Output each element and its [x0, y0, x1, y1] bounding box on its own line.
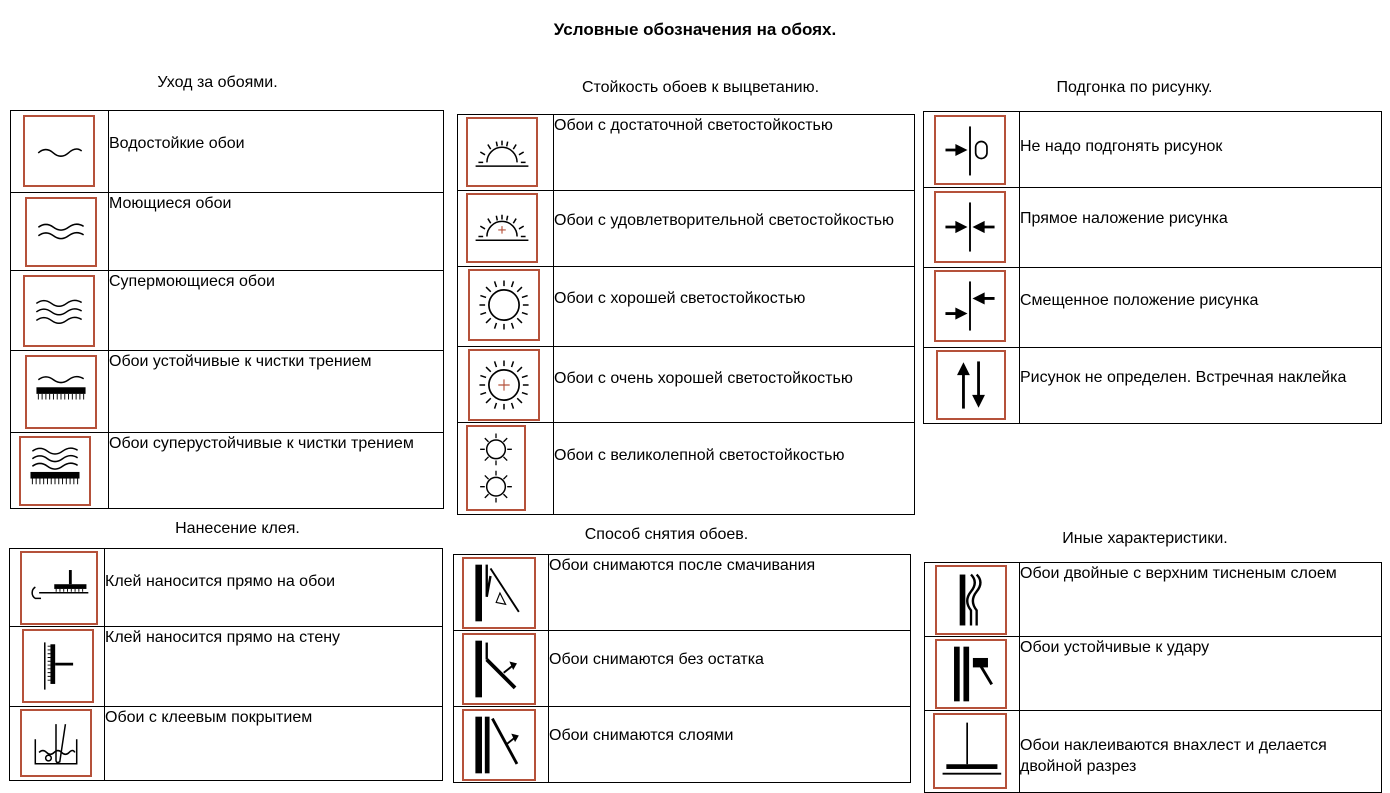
other-label: Обои устойчивые к удару: [1020, 637, 1382, 711]
glue-table: [9, 548, 443, 781]
table-row: [454, 707, 911, 783]
removal-heading: Способ снятия обоев.: [584, 526, 749, 543]
overlap-cut-icon: [933, 713, 1007, 789]
table-row: [11, 351, 444, 433]
paste-wall-icon: [22, 629, 94, 703]
care-label: Водостойкие обои: [109, 111, 444, 193]
other-label: Обои двойные с верхним тисненым слоем: [1020, 563, 1382, 637]
half-sun-icon: [466, 117, 538, 187]
table-row: [458, 267, 915, 347]
strippable-icon: [462, 633, 536, 705]
page-title: Условные обозначения на обоях.: [553, 20, 837, 39]
table-row: [10, 707, 443, 781]
glue-label: Клей наносится прямо на обои: [105, 549, 443, 627]
care-label: Супермоющиеся обои: [109, 271, 444, 351]
one-wave-icon: [23, 115, 95, 187]
table-row: [10, 549, 443, 627]
fade-label: Обои с достаточной светостойкостью: [554, 115, 915, 191]
removal-label: Обои снимаются без остатка: [549, 631, 911, 707]
offset-match-icon: [934, 270, 1006, 342]
care-heading: Уход за обоями.: [157, 74, 278, 91]
table-row: [458, 191, 915, 267]
fade-label: Обои с удовлетворительной светостойкостью: [554, 191, 915, 267]
table-row: [925, 711, 1382, 793]
match-label: Прямое наложение рисунка: [1020, 188, 1382, 268]
three-waves-brush-icon: [19, 436, 91, 506]
care-label: Обои суперустойчивые к чистки трением: [109, 433, 444, 509]
straight-match-icon: [934, 191, 1006, 263]
care-table: [10, 110, 444, 509]
table-row: [11, 433, 444, 509]
full-sun-icon: [468, 269, 540, 341]
peelable-icon: [462, 709, 536, 781]
table-row: [925, 637, 1382, 711]
wet-removal-icon: [462, 557, 536, 629]
table-row: [924, 268, 1382, 348]
match-heading: Подгонка по рисунку.: [1056, 79, 1213, 96]
two-waves-icon: [25, 197, 97, 267]
table-row: [454, 631, 911, 707]
removal-label: Обои снимаются слоями: [549, 707, 911, 783]
embossed-duplex-icon: [935, 565, 1007, 635]
removal-label: Обои снимаются после смачивания: [549, 555, 911, 631]
glue-heading: Нанесение клея.: [175, 520, 300, 537]
half-sun-cross-icon: [466, 193, 538, 263]
fade-label: Обои с великолепной светостойкостью: [554, 423, 915, 515]
table-row: [924, 112, 1382, 188]
match-label: Смещенное положение рисунка: [1020, 268, 1382, 348]
care-label: Моющиеся обои: [109, 193, 444, 271]
other-label: Обои наклеиваются внахлест и делается двойной разрез: [1020, 711, 1382, 793]
removal-table: [453, 554, 911, 783]
table-row: [458, 423, 915, 515]
table-row: [458, 347, 915, 423]
table-row: [924, 188, 1382, 268]
fade-table: [457, 114, 915, 515]
table-row: [11, 271, 444, 351]
care-label: Обои устойчивые к чистки трением: [109, 351, 444, 433]
wave-brush-icon: [25, 355, 97, 429]
table-row: [925, 563, 1382, 637]
match-label: Рисунок не определен. Встречная наклейка: [1020, 348, 1382, 424]
prepasted-icon: [20, 709, 92, 777]
double-sun-icon: [466, 425, 526, 511]
impact-resistant-icon: [935, 639, 1007, 709]
table-row: [11, 193, 444, 271]
glue-label: Обои с клеевым покрытием: [105, 707, 443, 781]
free-match-icon: [934, 115, 1006, 185]
fade-label: Обои с очень хорошей светостойкостью: [554, 347, 915, 423]
table-row: [454, 555, 911, 631]
match-table: [923, 111, 1382, 424]
glue-label: Клей наносится прямо на стену: [105, 627, 443, 707]
fade-heading: Стойкость обоев к выцветанию.: [581, 79, 820, 96]
paste-paper-icon: [20, 551, 98, 625]
other-table: [924, 562, 1382, 793]
other-heading: Иные характеристики.: [1062, 530, 1228, 547]
table-row: [924, 348, 1382, 424]
reverse-hang-icon: [936, 350, 1006, 420]
match-label: Не надо подгонять рисунок: [1020, 112, 1382, 188]
table-row: [11, 111, 444, 193]
table-row: [10, 627, 443, 707]
table-row: [458, 115, 915, 191]
fade-label: Обои с хорошей светостойкостью: [554, 267, 915, 347]
three-waves-icon: [23, 275, 95, 347]
full-sun-cross-icon: [468, 349, 540, 421]
